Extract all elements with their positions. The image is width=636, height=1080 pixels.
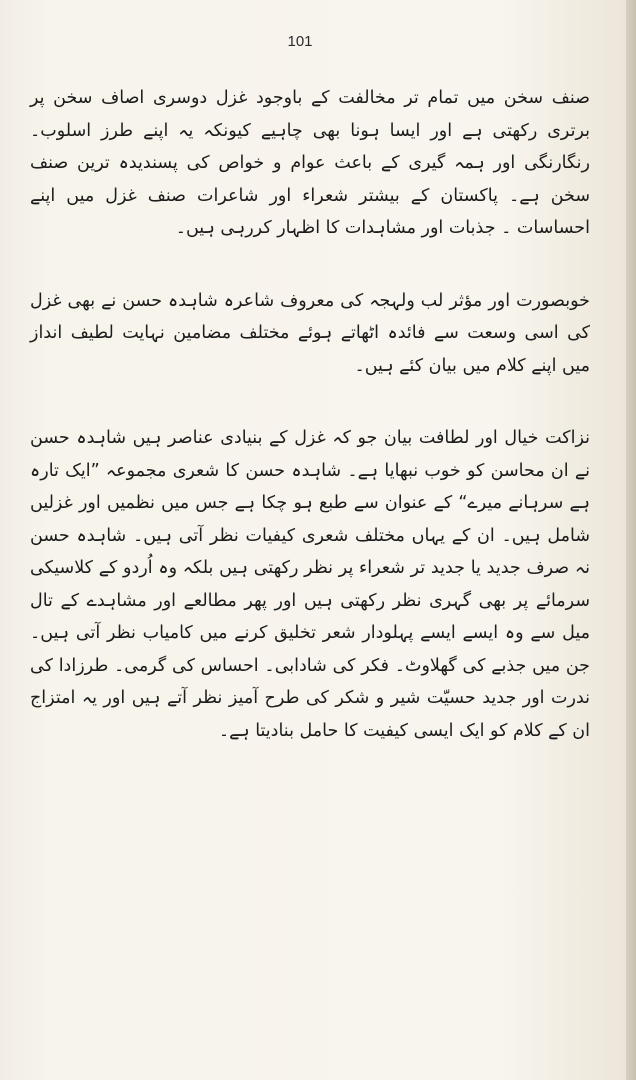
paragraph-1: صنف سخن میں تمام تر مخالفت کے باوجود غزل دوسری اصاف سخن پر برتری رکھتی ہے اور ایسا ہونا بھی چاہیے کیونکہ یہ اپنے طرز اسلوب۔ رنگارنگی اور ہمہ گیری کے باعث عوام و خواص کی پسندیدہ ترین صنف سخن ہے۔ پاکستان کے بیشتر شعراء اور شاعرات صنف غزل میں اپنے احساسات ۔ جذبات اور مشاہدات کا اظہار کررہی ہیں۔ <box>30 88 590 238</box>
page-text <box>30 82 590 787</box>
page-edge-shadow <box>626 0 636 1080</box>
paragraph-3: نزاکت خیال اور لطافت بیان جو کہ غزل کے بنیادی عناصر ہیں شاہدہ حسن نے ان محاسن کو خوب نبھایا ہے۔ شاہدہ حسن کا شعری مجموعہ ”ایک تارہ ہے سرہانے میرے“ کے عنوان سے طبع ہو چکا ہے جس میں نظمیں اور غزلیں شامل ہیں۔ ان کے یہاں مختلف شعری کیفیات نظر آتی ہیں۔ شاہدہ حسن نہ صرف جدید یا جدید تر شعراء پر نظر رکھتی ہیں بلکہ وہ اُردو کے کلاسیکی سرمائے پر بھی گہری نظر رکھتی ہیں اور پھر مطالعے اور مشاہدے کے تال میل سے وہ ایسے ایسے پہلودار شعر تخلیق کرنے میں کامیاب نظر آتی ہیں۔ جن میں جذبے کی گھلاوٹ۔ فکر کی شادابی۔ احساس کی گرمی۔ طرزادا کی ندرت اور جدید حسیّت شیر و شکر کی طرح آمیز نظر آتے ہیں اور یہ امتزاج ان کے کلام کو ایک ایسی کیفیت کا حامل بنادیتا ہے۔ <box>30 428 590 741</box>
paragraph-2: خوبصورت اور مؤثر لب ولہجہ کی معروف شاعرہ شاہدہ حسن نے بھی غزل کی اسی وسعت سے فائدہ اٹھاتے ہوئے مختلف مضامین نہایت لطیف انداز میں اپنے کلام میں بیان کئے ہیں۔ <box>30 290 590 376</box>
page-number: 101 <box>287 33 313 50</box>
